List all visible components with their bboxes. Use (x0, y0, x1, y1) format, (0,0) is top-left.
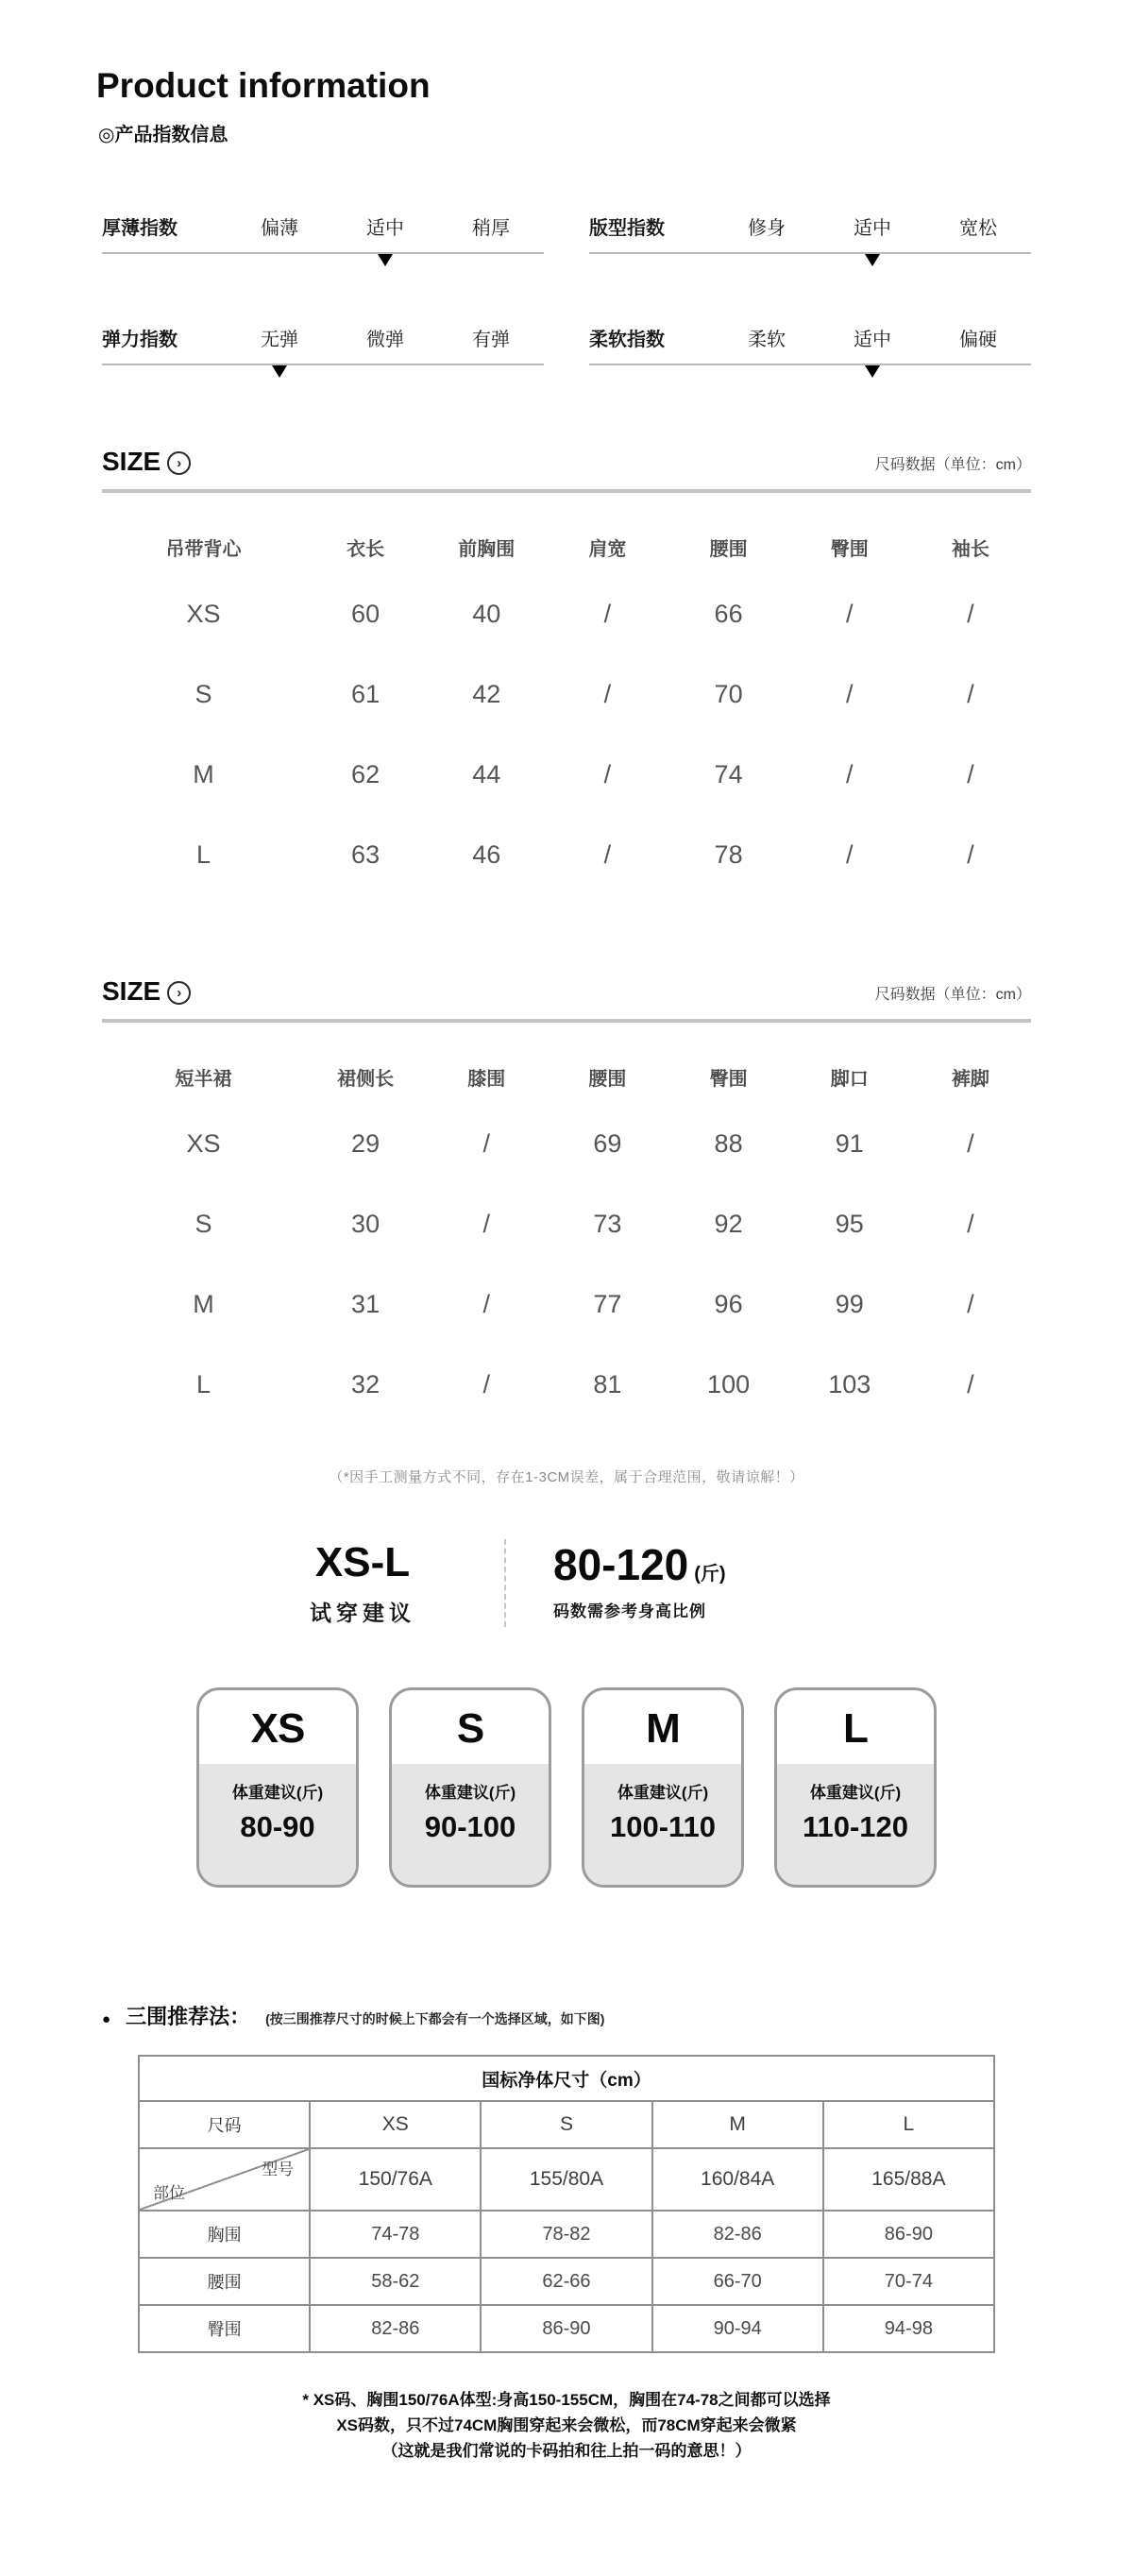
cell: 78-82 (481, 2211, 651, 2258)
model-cell: 150/76A (310, 2148, 481, 2211)
size-section-header (102, 447, 1031, 478)
index-option-label: 有弹 (472, 330, 510, 350)
column-header: 臀围 (709, 1068, 748, 1090)
weight-card-xs (196, 1687, 359, 1888)
recommendation-note: (按三围推荐尺寸的时候上下都会有一个选择区域，如下图) (265, 2011, 605, 2026)
fit-suggestion-block (0, 1539, 1133, 1627)
diagonal-header-cell (139, 2148, 310, 2211)
cell: 40 (472, 600, 501, 628)
index-option-label: 稍厚 (472, 218, 510, 239)
table-row (102, 1345, 1031, 1425)
footnote-line: XS码数，只不过74CM胸围穿起来会微松，而78CM穿起来会微紧 (336, 2416, 797, 2434)
weight-range-value: 80-120 (553, 1540, 689, 1589)
size-range-value: XS-L (314, 1539, 411, 1585)
model-cell: 165/88A (823, 2148, 994, 2211)
card-size-label: S (456, 1705, 484, 1752)
weight-card-l (774, 1687, 937, 1888)
size-section-skirt (102, 976, 1031, 1425)
index-option (714, 324, 820, 351)
index-option-label: 偏硬 (959, 330, 997, 350)
cell: / (603, 680, 612, 708)
weight-range-caption: 码数需参考身高比例 (553, 1602, 706, 1620)
index-option (714, 212, 820, 240)
cell: 99 (835, 1290, 864, 1318)
index-option-selected (227, 324, 332, 351)
table-row (102, 574, 1031, 654)
size-selection-footnote (0, 2387, 1133, 2464)
card-weight-label: 体重建议(斤) (424, 1784, 516, 1802)
index-option (332, 324, 438, 351)
card-weight-range: 110-120 (802, 1810, 909, 1843)
chevron-right-circle-icon (167, 451, 191, 475)
index-option-selected (332, 212, 438, 240)
cell: / (967, 840, 974, 869)
index-option-label: 适中 (854, 218, 891, 239)
cell: 30 (351, 1210, 380, 1238)
index-label: 版型指数 (589, 218, 665, 239)
column-header: 吊带背心 (165, 538, 242, 560)
waist-row (139, 2258, 994, 2305)
cell: 81 (593, 1370, 622, 1398)
cell: 78 (714, 840, 743, 869)
cell: 103 (828, 1370, 871, 1398)
card-size-label: L (843, 1705, 868, 1752)
footnote-line: * XS码、胸围150/76A体型:身高150-155CM，胸围在74-78之间都可以选择 (302, 2391, 831, 2409)
card-size-label: M (646, 1705, 680, 1752)
cell: 90-94 (652, 2305, 823, 2352)
cell: / (967, 1370, 974, 1398)
measurement-disclaimer: （*因手工测量方式不同，存在1-3CM误差，属于合理范围，敬请谅解！） (329, 1469, 804, 1485)
page-title: Product information (96, 66, 431, 105)
cell: 69 (593, 1129, 622, 1158)
size-unit-note: 尺码数据（单位：cm） (874, 457, 1031, 473)
divider-rule (102, 489, 1031, 493)
cell: 66-70 (652, 2258, 823, 2305)
index-group-softness (589, 324, 1031, 365)
weight-range-line (553, 1539, 912, 1590)
column-header: 衣长 (347, 538, 385, 560)
index-label: 厚薄指数 (102, 218, 178, 239)
diagonal-top-label: 型号 (262, 2161, 295, 2178)
card-weight-range: 100-110 (609, 1810, 717, 1843)
weight-card-s (389, 1687, 551, 1888)
column-header: 膝围 (467, 1068, 506, 1090)
cell: 63 (351, 840, 380, 869)
selected-marker-icon (865, 254, 880, 266)
cell: S (194, 680, 212, 708)
size-section-header (102, 976, 1031, 1008)
cell: 86-90 (481, 2305, 651, 2352)
index-label: 柔软指数 (589, 330, 665, 350)
table-row (102, 735, 1031, 815)
size-cell: XS (310, 2101, 481, 2148)
row-label: 尺码 (139, 2101, 310, 2148)
index-option (925, 212, 1031, 240)
weight-card-m (582, 1687, 744, 1888)
table-row (102, 654, 1031, 735)
cell: / (482, 1210, 490, 1238)
cell: / (603, 760, 612, 788)
cell: 74-78 (310, 2211, 481, 2258)
footnote-line: （这就是我们常说的卡码拍和往上拍一码的意思！） (381, 2442, 752, 2460)
model-cell: 160/84A (652, 2148, 823, 2211)
cell: 60 (351, 600, 380, 628)
cell: 32 (351, 1370, 380, 1398)
size-section-camisole (102, 447, 1031, 895)
index-option (438, 324, 544, 351)
column-header: 裤脚 (951, 1068, 989, 1090)
table-title: 国标净体尺寸（cm） (139, 2056, 994, 2101)
cell: 100 (707, 1370, 751, 1398)
index-option-label: 偏薄 (261, 218, 298, 239)
cell: M (193, 760, 214, 788)
index-option-selected (820, 324, 925, 351)
cell: / (967, 600, 974, 628)
chevron-glyph: › (177, 985, 182, 1001)
cell: 86-90 (823, 2211, 994, 2258)
size-title: SIZE (102, 976, 161, 1006)
cell: 82-86 (652, 2211, 823, 2258)
cell: L (195, 1370, 211, 1398)
cell: 61 (351, 680, 380, 708)
cell: 96 (714, 1290, 743, 1318)
index-group-fit (589, 212, 1031, 254)
cell: 82-86 (310, 2305, 481, 2352)
model-cell: 155/80A (481, 2148, 651, 2211)
cell: / (482, 1290, 490, 1318)
cell: 88 (714, 1129, 743, 1158)
size-table (102, 1049, 1031, 1425)
index-group-thickness (102, 212, 544, 254)
column-header: 腰围 (709, 538, 748, 560)
cell: 62-66 (481, 2258, 651, 2305)
model-row (139, 2148, 994, 2211)
index-option-label: 无弹 (261, 330, 298, 350)
index-option-label: 微弹 (366, 330, 404, 350)
selected-marker-icon (378, 254, 393, 266)
column-header: 短半裙 (175, 1068, 232, 1090)
cell: L (195, 840, 211, 869)
diagonal-bottom-label: 部位 (153, 2184, 185, 2202)
card-size-label: XS (250, 1705, 305, 1752)
card-band (584, 1764, 741, 1885)
card-band (777, 1764, 934, 1885)
cell: 42 (472, 680, 501, 708)
index-option-label: 适中 (366, 218, 404, 239)
cell: 46 (472, 840, 501, 869)
card-weight-range: 90-100 (424, 1810, 516, 1843)
cell: S (194, 1210, 212, 1238)
cell: XS (186, 600, 221, 628)
cell: / (482, 1370, 490, 1398)
card-weight-label: 体重建议(斤) (617, 1784, 709, 1802)
column-header: 臀围 (830, 538, 869, 560)
table-row (102, 1264, 1031, 1345)
card-weight-range: 80-90 (240, 1810, 315, 1843)
index-label: 弹力指数 (102, 330, 178, 350)
cell: 77 (593, 1290, 622, 1318)
cell: / (845, 680, 854, 708)
card-weight-label: 体重建议(斤) (809, 1784, 902, 1802)
column-header: 裙侧长 (337, 1068, 395, 1090)
cell: 29 (351, 1129, 380, 1158)
weight-unit: (斤) (694, 1564, 726, 1585)
selected-marker-icon (272, 365, 287, 378)
bust-row (139, 2211, 994, 2258)
size-title-wrap (102, 447, 191, 478)
cell: / (967, 1129, 974, 1158)
size-title-wrap (102, 976, 191, 1008)
cell: / (845, 760, 854, 788)
cell: / (482, 1129, 490, 1158)
cell: / (603, 600, 612, 628)
national-standard-table (138, 2055, 995, 2353)
index-option (925, 324, 1031, 351)
index-option-label: 宽松 (959, 218, 997, 239)
row-label: 胸围 (139, 2211, 310, 2258)
size-range-caption: 试穿建议 (310, 1601, 415, 1625)
cell: / (967, 760, 974, 788)
table-header-row (102, 1049, 1031, 1104)
divider-rule (102, 1019, 1031, 1023)
cell: 91 (835, 1129, 864, 1158)
column-header: 脚口 (830, 1068, 869, 1090)
fit-weight-range (506, 1539, 912, 1627)
hip-row (139, 2305, 994, 2352)
index-group-stretch (102, 324, 544, 365)
index-option-selected (820, 212, 925, 240)
table-title-row (139, 2056, 994, 2101)
index-option (438, 212, 544, 240)
index-option-label: 修身 (748, 218, 786, 239)
cell: 94-98 (823, 2305, 994, 2352)
column-header: 袖长 (951, 538, 989, 560)
size-table (102, 519, 1031, 895)
column-header: 腰围 (588, 1068, 627, 1090)
chevron-right-circle-icon (167, 981, 191, 1005)
fit-size-range (221, 1539, 504, 1627)
index-option-label: 柔软 (748, 330, 786, 350)
cell: 31 (351, 1290, 380, 1318)
table-header-row (102, 519, 1031, 574)
cell: XS (186, 1129, 221, 1158)
card-weight-label: 体重建议(斤) (231, 1784, 324, 1802)
cell: 92 (714, 1210, 743, 1238)
size-cell: M (652, 2101, 823, 2148)
page-subtitle: ◎产品指数信息 (98, 125, 228, 145)
table-row (102, 1184, 1031, 1264)
card-band (199, 1764, 356, 1885)
weight-card-row (196, 1687, 937, 1888)
table-row (102, 1104, 1031, 1184)
card-band (392, 1764, 549, 1885)
recommendation-title: 三围推荐法： (126, 2005, 251, 2028)
cell: 73 (593, 1210, 622, 1238)
cell: 58-62 (310, 2258, 481, 2305)
row-label: 腰围 (139, 2258, 310, 2305)
size-title: SIZE (102, 447, 161, 476)
cell: / (967, 1290, 974, 1318)
size-header-row (139, 2101, 994, 2148)
cell: / (967, 1210, 974, 1238)
size-cell: S (481, 2101, 651, 2148)
cell: 62 (351, 760, 380, 788)
recommendation-header (102, 2001, 1031, 2030)
column-header: 前胸围 (458, 538, 516, 560)
cell: 66 (714, 600, 743, 628)
cell: M (193, 1290, 214, 1318)
national-standard-table-wrap (138, 2055, 995, 2353)
cell: / (845, 840, 854, 869)
cell: 95 (835, 1210, 864, 1238)
index-option (227, 212, 332, 240)
row-label: 臀围 (139, 2305, 310, 2352)
cell: 70-74 (823, 2258, 994, 2305)
cell: / (845, 600, 854, 628)
chevron-glyph: › (177, 455, 182, 471)
product-index-grid (102, 212, 1031, 365)
selected-marker-icon (865, 365, 880, 378)
table-row (102, 815, 1031, 895)
size-unit-note: 尺码数据（单位：cm） (874, 987, 1031, 1003)
cell: / (603, 840, 612, 869)
size-cell: L (823, 2101, 994, 2148)
cell: 44 (472, 760, 501, 788)
bullet-icon: ● (102, 2011, 111, 2027)
index-option-label: 适中 (854, 330, 891, 350)
cell: 70 (714, 680, 743, 708)
cell: / (967, 680, 974, 708)
cell: 74 (714, 760, 743, 788)
column-header: 肩宽 (588, 538, 627, 560)
